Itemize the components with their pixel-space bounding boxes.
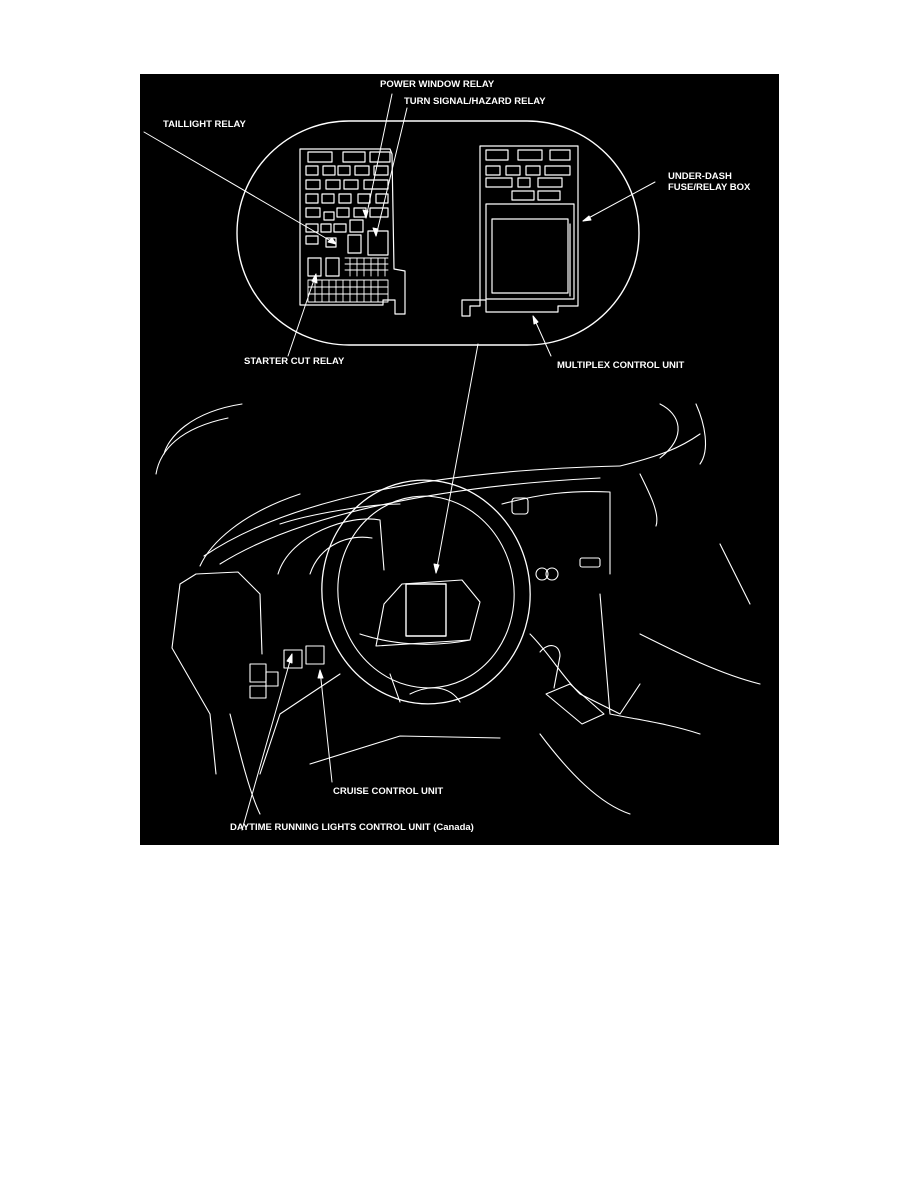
inset-oval <box>237 121 639 345</box>
label-turn-signal-hazard-relay: TURN SIGNAL/HAZARD RELAY <box>404 96 546 107</box>
dashboard-drawing <box>156 404 760 814</box>
label-taillight-relay: TAILLIGHT RELAY <box>163 119 246 130</box>
label-starter-cut-relay: STARTER CUT RELAY <box>244 356 345 367</box>
label-drl-control-unit: DAYTIME RUNNING LIGHTS CONTROL UNIT (Canada) <box>230 822 474 833</box>
label-power-window-relay: POWER WINDOW RELAY <box>380 79 495 90</box>
label-cruise-control-unit: CRUISE CONTROL UNIT <box>333 786 444 797</box>
label-under-dash-box-line1: UNDER-DASH <box>668 171 732 182</box>
fuse-box-right <box>462 146 578 316</box>
fuse-box-left <box>300 149 405 314</box>
label-under-dash-box-line2: FUSE/RELAY BOX <box>668 182 751 193</box>
diagram-figure <box>140 74 779 845</box>
label-multiplex-control-unit: MULTIPLEX CONTROL UNIT <box>557 360 685 371</box>
